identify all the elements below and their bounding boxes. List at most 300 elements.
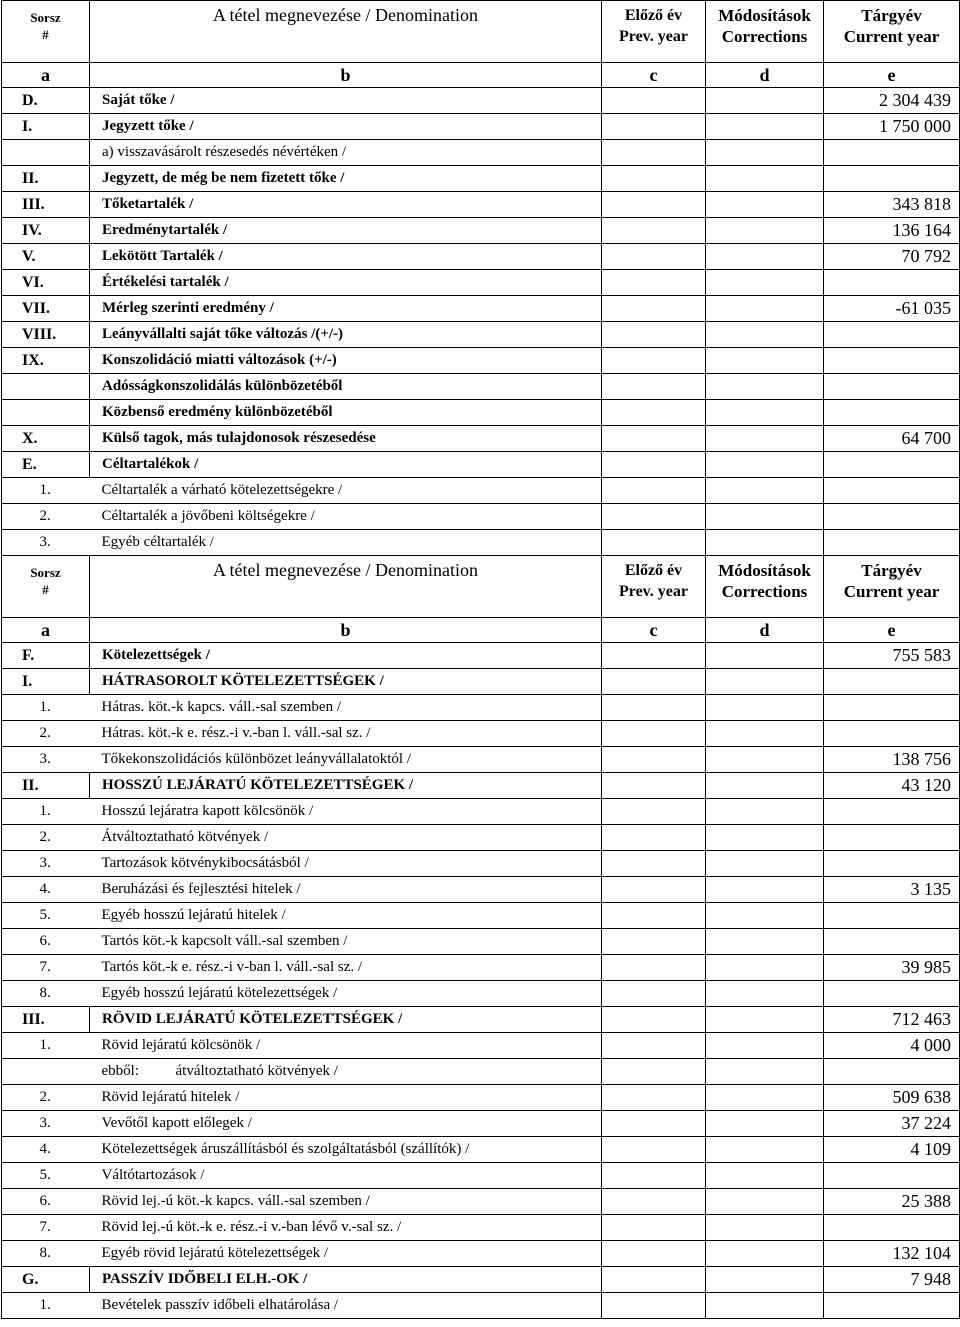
row-label-text: Hátras. köt.-k kapcs. váll.-sal szemben / [101,699,342,715]
row-corrections [706,504,824,530]
row-current-year [824,348,960,374]
row-label [90,348,602,374]
row-current-year: -61 035 [824,296,960,322]
table-row [2,1267,960,1293]
row-corrections [706,1293,824,1319]
row-subnumber: 3. [39,1115,51,1131]
row-prev-year [602,825,706,851]
row-code: IV. [2,218,90,244]
header-sorsz-line: Sorsz [30,565,61,580]
row-prev-year [602,192,706,218]
column-letter-d: d [706,618,824,643]
row-code: V. [2,244,90,270]
row-label [90,244,602,270]
header-prev-year-line: Előző év [624,562,683,579]
row-subnumber: 7. [39,959,51,975]
header-prev-year [602,1,706,63]
row-prev-year [602,773,706,799]
row-prev-year [602,877,706,903]
row-label [90,669,602,695]
row-code: I. [2,114,90,140]
row-code [2,140,90,166]
row-label [90,218,602,244]
row-label-text: Rövid lejáratú hitelek / [101,1089,240,1105]
table-row [2,322,960,348]
row-current-year: 1 750 000 [824,114,960,140]
row-label [90,426,602,452]
row-label-text: Egyéb céltartalék / [101,534,214,550]
row-current-year [824,140,960,166]
row-label-text: Céltartalék a várható kötelezettségekre / [101,482,343,498]
row-subnumber: ebből: [101,1063,139,1079]
row-corrections [706,478,824,504]
row-prev-year [602,903,706,929]
row-corrections [706,1033,824,1059]
row-current-year: 39 985 [824,955,960,981]
row-prev-year [602,504,706,530]
row-label-text: Rövid lej.-ú köt.-k e. rész.-i v.-ban lévő v.-sal sz. / [101,1219,402,1235]
row-code: IX. [2,348,90,374]
row-label-text: Bevételek passzív időbeli elhatárolása / [101,1297,339,1313]
table-row [2,1007,960,1033]
table-row [2,981,960,1007]
row-label [39,851,602,877]
row-corrections [706,218,824,244]
row-subnumber: 4. [39,1141,51,1157]
row-corrections [706,1241,824,1267]
row-corrections [706,695,824,721]
row-current-year [824,851,960,877]
row-corrections [706,1111,824,1137]
table-row [2,218,960,244]
row-label-text: Kötelezettségek / [102,647,210,663]
row-subnumber: 3. [39,855,51,871]
row-current-year [824,530,960,556]
balance-sheet-page [1,0,959,1319]
row-prev-year [602,1007,706,1033]
row-current-year: 43 120 [824,773,960,799]
row-label [90,192,602,218]
row-label-text: Tartozások kötvénykibocsátásból / [101,855,309,871]
row-label [90,374,602,400]
row-current-year [824,1215,960,1241]
row-label-text: Eredménytartalék / [102,222,228,238]
header-prev-year [602,556,706,618]
row-label [90,322,602,348]
table-row [2,695,960,721]
row-label-text: Beruházási és fejlesztési hitelek / [101,881,301,897]
table-body [2,1,960,1319]
row-corrections [706,773,824,799]
table-row [2,270,960,296]
row-current-year: 64 700 [824,426,960,452]
row-label-text: Lekötött Tartalék / [102,248,223,264]
row-prev-year [602,296,706,322]
row-label-text: Külső tagok, más tulajdonosok részesedése [102,430,376,446]
row-code [2,374,90,400]
table-row [2,452,960,478]
table-row [2,88,960,114]
table-row [2,530,960,556]
table-row [2,1163,960,1189]
row-current-year: 7 948 [824,1267,960,1293]
header-current-year-line: Tárgyév [861,6,922,25]
row-code: II. [2,773,90,799]
row-label-text: Egyéb hosszú lejáratú hitelek / [101,907,286,923]
row-code: D. [2,88,90,114]
table-row [2,747,960,773]
table-row [2,877,960,903]
row-label-text: Közbenső eredmény különbözetéből [102,404,333,420]
row-corrections [706,981,824,1007]
row-label [90,400,602,426]
row-prev-year [602,244,706,270]
row-corrections [706,530,824,556]
column-letter-b: b [90,63,602,88]
column-letter-e: e [824,63,960,88]
row-current-year: 37 224 [824,1111,960,1137]
header-corrections [706,1,824,63]
row-corrections [706,721,824,747]
row-prev-year [602,218,706,244]
table-row [2,114,960,140]
row-current-year: 2 304 439 [824,88,960,114]
table-row [2,140,960,166]
row-prev-year [602,851,706,877]
row-label [39,981,602,1007]
row-prev-year [602,669,706,695]
row-corrections [706,877,824,903]
row-prev-year [602,1293,706,1319]
row-corrections [706,374,824,400]
row-subnumber: 1. [39,482,51,498]
column-letter-b: b [90,618,602,643]
column-letters-row [2,63,960,88]
row-label [39,825,602,851]
row-prev-year [602,374,706,400]
row-current-year: 343 818 [824,192,960,218]
row-corrections [706,296,824,322]
row-corrections [706,1163,824,1189]
row-prev-year [602,1111,706,1137]
row-label-text: HOSSZÚ LEJÁRATÚ KÖTELEZETTSÉGEK / [102,777,414,793]
row-prev-year [602,799,706,825]
row-label-text: Tartós köt.-k kapcsolt váll.-sal szemben / [101,933,348,949]
row-current-year: 136 164 [824,218,960,244]
row-prev-year [602,981,706,1007]
row-code: E. [2,452,90,478]
row-code: F. [2,643,90,669]
row-prev-year [602,1085,706,1111]
row-prev-year [602,1189,706,1215]
row-prev-year [602,88,706,114]
table-row [2,478,960,504]
column-letter-a: a [2,618,90,643]
header-current-year [824,1,960,63]
row-corrections [706,192,824,218]
row-corrections [706,851,824,877]
row-current-year [824,721,960,747]
row-label-text: Rövid lejáratú kölcsönök / [101,1037,261,1053]
row-current-year [824,1059,960,1085]
row-code: I. [2,669,90,695]
row-label-text: átváltoztatható kötvények / [175,1063,338,1079]
row-subnumber: 4. [39,881,51,897]
row-prev-year [602,695,706,721]
row-current-year [824,1293,960,1319]
row-corrections [706,1007,824,1033]
table-row [2,1293,960,1319]
row-label-text: Átváltoztatható kötvények / [101,829,269,845]
row-code: G. [2,1267,90,1293]
row-current-year: 3 135 [824,877,960,903]
row-label [39,929,602,955]
row-label [39,1111,602,1137]
row-corrections [706,88,824,114]
row-prev-year [602,452,706,478]
row-prev-year [602,348,706,374]
row-label-text: Értékelési tartalék / [102,274,229,290]
row-label [39,955,602,981]
header-denomination-line: A tétel megnevezése / Denomination [213,5,478,25]
header-corrections-line: Corrections [721,582,808,601]
row-code [2,1059,90,1085]
row-corrections [706,799,824,825]
row-current-year [824,1163,960,1189]
row-corrections [706,1085,824,1111]
column-letter-c: c [602,618,706,643]
table-row [2,426,960,452]
row-current-year [824,166,960,192]
row-prev-year [602,1267,706,1293]
row-code: III. [2,1007,90,1033]
row-current-year: 4 000 [824,1033,960,1059]
row-current-year: 138 756 [824,747,960,773]
header-corrections-line: Módosítások [718,561,811,580]
table-row [2,851,960,877]
row-prev-year [602,929,706,955]
row-code: VII. [2,296,90,322]
row-label-text: Konszolidáció miatti változások (+/-) [102,352,337,368]
row-current-year [824,981,960,1007]
table-row [2,504,960,530]
row-subnumber: 6. [39,1193,51,1209]
header-prev-year-line: Prev. year [618,28,688,45]
table-row [2,348,960,374]
row-current-year [824,799,960,825]
row-subnumber: 2. [39,1089,51,1105]
row-corrections [706,1059,824,1085]
row-label-text: Leányvállalti saját tőke változás /(+/-) [102,326,344,342]
row-label [90,452,602,478]
row-prev-year [602,1215,706,1241]
row-current-year [824,929,960,955]
row-subnumber: 8. [39,985,51,1001]
row-corrections [706,1189,824,1215]
header-sorsz-line: # [42,582,49,597]
column-letter-d: d [706,63,824,88]
table-row [2,244,960,270]
table-row [2,1059,960,1085]
header-denomination-line: A tétel megnevezése / Denomination [213,560,478,580]
liabilities-table [1,0,960,1319]
row-subnumber: 2. [39,508,51,524]
row-subnumber: 2. [39,829,51,845]
table-row [2,773,960,799]
row-label [90,773,602,799]
row-label-text: Saját tőke / [102,92,175,108]
row-current-year: 4 109 [824,1137,960,1163]
header-current-year [824,556,960,618]
row-prev-year [602,530,706,556]
row-code: VIII. [2,322,90,348]
row-label [90,1007,602,1033]
row-code: II. [2,166,90,192]
row-prev-year [602,166,706,192]
table-row [2,166,960,192]
row-current-year [824,374,960,400]
header-corrections-line: Módosítások [718,6,811,25]
row-label [39,1163,602,1189]
header-current-year-line: Current year [843,27,940,46]
row-current-year: 509 638 [824,1085,960,1111]
row-prev-year [602,1137,706,1163]
header-sorsz [2,1,90,63]
row-label-text: Adósságkonszolidálás különbözetéből [102,378,343,394]
header-sorsz-line: Sorsz [30,10,61,25]
row-label-text: HÁTRASOROLT KÖTELEZETTSÉGEK / [102,673,384,689]
table-row [2,1085,960,1111]
row-label-text: Vevőtől kapott előlegek / [101,1115,252,1131]
header-row [2,556,960,618]
row-prev-year [602,322,706,348]
row-label-text: Kötelezettségek áruszállításból és szolgáltatásból (szállítók) / [101,1141,470,1157]
row-current-year: 712 463 [824,1007,960,1033]
row-label [39,695,602,721]
row-label [90,643,602,669]
row-label-text: Jegyzett tőke / [102,118,194,134]
row-subnumber: 1. [39,1037,51,1053]
header-row [2,1,960,63]
row-corrections [706,166,824,192]
header-current-year-line: Current year [843,582,940,601]
row-label [90,1267,602,1293]
row-subnumber: 6. [39,933,51,949]
row-corrections [706,140,824,166]
row-corrections [706,114,824,140]
row-label [90,114,602,140]
row-label [39,799,602,825]
row-label [39,478,602,504]
row-label-text: a) visszavásárolt részesedés névértéken / [102,144,347,160]
row-corrections [706,426,824,452]
table-row [2,192,960,218]
row-label-text: Céltartalék a jövőbeni költségekre / [101,508,315,524]
row-current-year: 132 104 [824,1241,960,1267]
row-label [39,721,602,747]
header-corrections [706,556,824,618]
row-label-text: Hátras. köt.-k e. rész.-i v.-ban l. váll.-sal sz. / [101,725,371,741]
table-row [2,929,960,955]
row-prev-year [602,140,706,166]
table-row [2,400,960,426]
row-prev-year [602,1241,706,1267]
table-row [2,721,960,747]
row-prev-year [602,1059,706,1085]
row-current-year [824,322,960,348]
row-label-text: Tőketartalék / [102,196,194,212]
table-row [2,643,960,669]
row-label-text: Hosszú lejáratra kapott kölcsönök / [101,803,314,819]
row-prev-year [602,1163,706,1189]
row-corrections [706,244,824,270]
row-prev-year [602,955,706,981]
row-current-year [824,903,960,929]
row-corrections [706,322,824,348]
row-subnumber: 1. [39,803,51,819]
header-prev-year-line: Prev. year [618,583,688,600]
table-row [2,374,960,400]
row-corrections [706,955,824,981]
row-current-year: 70 792 [824,244,960,270]
row-corrections [706,669,824,695]
row-prev-year [602,643,706,669]
column-letter-c: c [602,63,706,88]
row-label [90,1059,602,1085]
row-current-year [824,400,960,426]
row-code [2,400,90,426]
row-subnumber: 1. [39,699,51,715]
row-corrections [706,452,824,478]
row-label [39,1241,602,1267]
row-subnumber: 3. [39,534,51,550]
row-corrections [706,1267,824,1293]
row-label-text: Tartós köt.-k e. rész.-i v-ban l. váll.-sal sz. / [101,959,363,975]
row-label [90,166,602,192]
row-label-text: Jegyzett, de még be nem fizetett tőke / [102,170,345,186]
row-label-text: Tőkekonszolidációs különbözet leányvállalatoktól / [101,751,411,767]
column-letter-e: e [824,618,960,643]
row-label [39,504,602,530]
row-code: X. [2,426,90,452]
header-sorsz-line: # [42,27,49,42]
row-label [39,1293,602,1319]
row-corrections [706,825,824,851]
row-label [39,1137,602,1163]
table-row [2,1241,960,1267]
column-letter-a: a [2,63,90,88]
row-corrections [706,643,824,669]
row-label [90,296,602,322]
header-corrections-line: Corrections [721,27,808,46]
row-label-text: PASSZÍV IDŐBELI ELH.-OK / [102,1271,308,1287]
row-label-text: Váltótartozások / [101,1167,205,1183]
table-row [2,1033,960,1059]
row-prev-year [602,270,706,296]
table-row [2,296,960,322]
row-subnumber: 7. [39,1219,51,1235]
row-subnumber: 5. [39,907,51,923]
row-current-year: 755 583 [824,643,960,669]
row-corrections [706,747,824,773]
table-row [2,825,960,851]
row-corrections [706,1215,824,1241]
row-label [90,88,602,114]
row-label-text: Egyéb hosszú lejáratú kötelezettségek / [101,985,338,1001]
row-current-year [824,825,960,851]
row-label [39,1085,602,1111]
table-row [2,669,960,695]
